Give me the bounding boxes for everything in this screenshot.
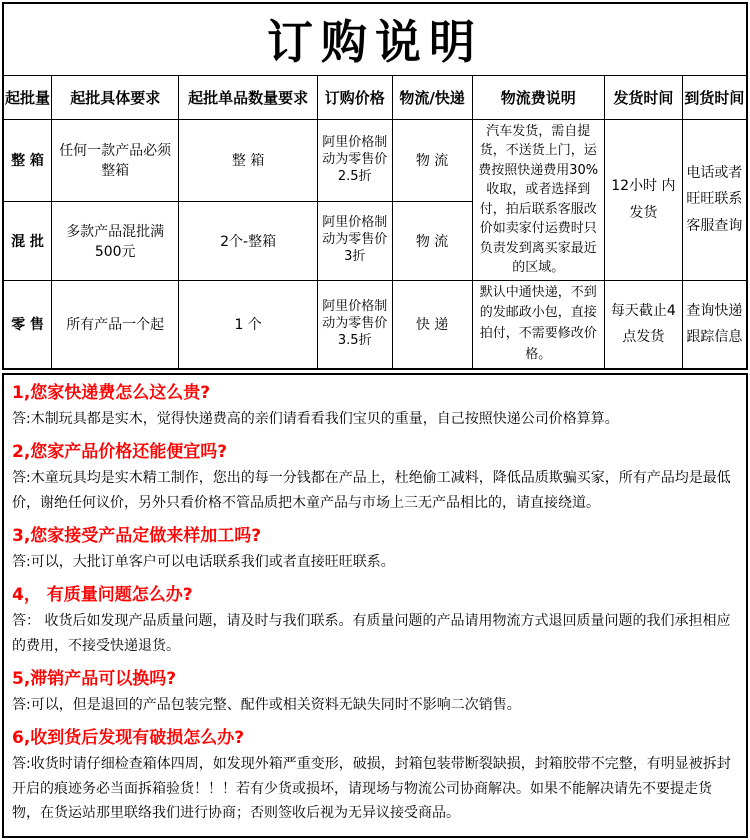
faq-item bbox=[12, 584, 736, 659]
cell-ship-time-merged: 12小时 内发货 bbox=[604, 119, 682, 280]
faq-question: 1,您家快递费怎么这么贵? bbox=[12, 382, 211, 403]
header-logistics-fee-note: 物流费说明 bbox=[472, 75, 604, 119]
header-arrival-time: 到货时间 bbox=[682, 75, 747, 119]
title-row bbox=[3, 3, 747, 75]
header-order-price: 订购价格 bbox=[317, 75, 392, 119]
cell-shipping-method: 快 递 bbox=[392, 280, 472, 369]
faq-answer: 答:可以，大批订单客户可以电话联系我们或者直接旺旺联系。 bbox=[12, 553, 395, 570]
header-logistics-type: 物流/快递 bbox=[392, 75, 472, 119]
table-row-full-case bbox=[3, 119, 747, 201]
cell-batch-type: 混 批 bbox=[3, 201, 52, 280]
header-ship-time: 发货时间 bbox=[604, 75, 682, 119]
faq-item bbox=[12, 525, 736, 575]
faq-item bbox=[12, 727, 736, 827]
faq-question: 2,您家产品价格还能便宜吗? bbox=[12, 441, 228, 462]
faq-answer: 答:收货时请仔细检查箱体四周，如发现外箱严重变形，破损，封箱包装带断裂缺损，封箱胶带不完整，有明显被拆封开启的痕迹务必当面拆箱验货！！！若有少货或损坏，请现场与物流公司协商解决。如果不能解决请先不要提走货物，在货运站那里联络我们进行协商；否则签收后视为无异议接受商品。 bbox=[12, 755, 731, 822]
order-conditions-table bbox=[2, 2, 748, 370]
faq-answer: 答:可以，但是退回的产品包装完整、配件或相关资料无缺失同时不影响二次销售。 bbox=[12, 696, 521, 713]
faq-item bbox=[12, 382, 736, 432]
faq-answer: 答： 收货后如发现产品质量问题，请及时与我们联系。有质量问题的产品请用物流方式退回质量问题的我们承担相应的费用，不接受快递退货。 bbox=[12, 612, 731, 654]
cell-price: 阿里价格制动为零售价2.5折 bbox=[317, 119, 392, 201]
table-header-row bbox=[3, 75, 747, 119]
header-single-item-quantity: 起批单品数量要求 bbox=[179, 75, 317, 119]
cell-quantity: 1 个 bbox=[179, 280, 317, 369]
cell-quantity: 整 箱 bbox=[179, 119, 317, 201]
cell-batch-type: 整 箱 bbox=[3, 119, 52, 201]
cell-fee-note: 默认中通快递，不到的发邮政小包，直接拍付，不需要修改价格。 bbox=[472, 280, 604, 369]
faq-question: 5,滞销产品可以换吗? bbox=[12, 668, 177, 689]
page-title: 订购说明 bbox=[3, 3, 747, 75]
cell-batch-type: 零 售 bbox=[3, 280, 52, 369]
cell-requirement: 任何一款产品必须整箱 bbox=[52, 119, 179, 201]
cell-arrival-time-merged: 电话或者旺旺联系客服查询 bbox=[682, 119, 747, 280]
cell-requirement: 多款产品混批满500元 bbox=[52, 201, 179, 280]
cell-arrival-time: 查询快递跟踪信息 bbox=[682, 280, 747, 369]
cell-fee-note-merged: 汽车发货，需自提货，不送货上门，运费按照快递费用30%收取，或者选择到付，拍后联系客服改价如卖家付运费时只负责发到离买家最近的区域。 bbox=[472, 119, 604, 280]
faq-question: 6,收到货后发现有破损怎么办? bbox=[12, 727, 245, 748]
cell-price: 阿里价格制动为零售价3.5折 bbox=[317, 280, 392, 369]
table-row-retail bbox=[3, 280, 747, 369]
faq-question: 3,您家接受产品定做来样加工吗? bbox=[12, 525, 262, 546]
header-batch-requirement: 起批具体要求 bbox=[52, 75, 179, 119]
faq-question: 4， 有质量问题怎么办? bbox=[12, 584, 193, 605]
faq-answer: 答:木制玩具都是实木，觉得快递费高的亲们请看看我们宝贝的重量，自己按照快递公司价格算算。 bbox=[12, 410, 619, 427]
cell-quantity: 2个-整箱 bbox=[179, 201, 317, 280]
cell-ship-time: 每天截止4点发货 bbox=[604, 280, 682, 369]
cell-shipping-method: 物 流 bbox=[392, 119, 472, 201]
cell-requirement: 所有产品一个起 bbox=[52, 280, 179, 369]
header-min-batch: 起批量 bbox=[3, 75, 52, 119]
faq-item bbox=[12, 441, 736, 516]
cell-price: 阿里价格制动为零售价3折 bbox=[317, 201, 392, 280]
faq-section bbox=[2, 373, 748, 839]
faq-answer: 答:木童玩具均是实木精工制作，您出的每一分钱都在产品上，杜绝偷工减料，降低品质欺骗买家，所有产品均是最低价，谢绝任何议价，另外只看价格不管品质把木童产品与市场上三无产品相比的，请直接绕道。 bbox=[12, 469, 731, 511]
cell-shipping-method: 物 流 bbox=[392, 201, 472, 280]
faq-item bbox=[12, 668, 736, 718]
